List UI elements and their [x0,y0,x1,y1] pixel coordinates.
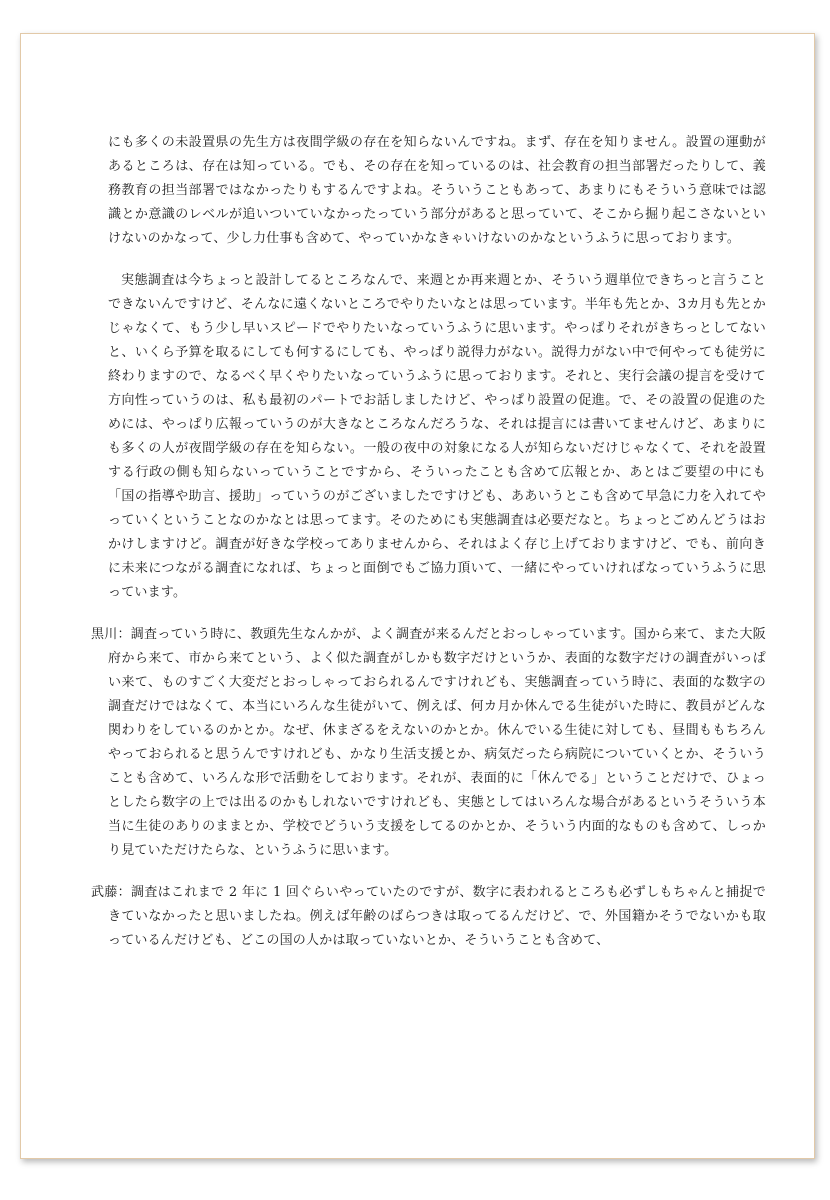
speaker-label: 武藤： [91,885,132,900]
paragraph-survey-plan: 実態調査は今ちょっと設計してるところなんで、来週とか再来週とか、そういう週単位できちっと言うことできないんですけど、そんなに遠くないところでやりたいなとは思っています。半年も先とか、3カ月も先とかじゃなくて、もう少し早いスピードでやりたいなっていうふうに思います。やっぱりそれがきちっとしてないと、いくら予算を取るにしても何するにしても、やっぱり説得力がない。説得力がない中で何やっても徒労に終わりますので、なるべく早くやりたいなっていうふうに思っております。それと、実行会議の提言を受けて方向性っていうのは、私も最初のパートでお話しましたけど、やっぱり設置の促進。で、その設置の促進のためには、やっぱり広報っていうのが大きなところなんだろうな、それは提言には書いてませんけど、あまりにも多くの人が夜間学級の存在を知らない。一般の夜中の対象になる人が知らないだけじゃなくて、それを設置する行政の側も知らないっていうことですから、そういったことも含めて広報とか、あとはご要望の中にも「国の指導や助言、援助」っていうのがございましたですけども、ああいうとこも含めて早急に力を入れてやっていくということなのかなとは思ってます。そのためにも実態調査は必要だなと。ちょっとごめんどうはおかけしますけど。調査が好きな学校ってありませんから、それはよく存じ上げておりますけど、でも、前向きに未来につながる調査になれば、ちょっと面倒でもご協力頂いて、一緒にやっていければなっていうふうに思っています。 [108,273,766,600]
speech-muto [91,881,766,953]
paragraph-continuation: にも多くの未設置県の先生方は夜間学級の存在を知らないんですね。まず、存在を知りません。設置の運動があるところは、存在は知っている。でも、その存在を知っているのは、社会教育の担当部署だったりして、義務教育の担当部署ではなかったりもするんですよね。そういうこともあって、あまりにもそういう意味では認識とか意識のレベルが追いついていなかったっていう部分があると思っていて、そこから掘り起こさないといけないのかなって、少し力仕事も含めて、やっていかなきゃいけないのかなというふうに思っております。 [108,135,766,246]
page-body [91,131,766,953]
speech-text: 調査はこれまで 2 年に 1 回ぐらいやっていたのですが、数字に表われるところも必ずしもちゃんと捕捉できていなかったと思いましたね。例えば年齢のばらつきは取ってるんだけど、で、外国籍かそうでないかも取っているんだけども、どこの国の人かは取っていないとか、そういうことも含めて、 [108,885,766,948]
document-page [20,33,815,1159]
speech-kurokawa [91,623,766,863]
speech-text: 調査っていう時に、教頭先生なんかが、よく調査が来るんだとおっしゃっています。国から来て、また大阪府から来て、市から来てという、よく似た調査がしかも数字だけというか、表面的な数字だけの調査がいっぱい来て、ものすごく大変だとおっしゃっておられるんですけれども、実態調査っていう時に、表面的な数字の調査だけではなくて、本当にいろんな生徒がいて、例えば、何カ月か休んでる生徒がいた時に、教員がどんな関わりをしているのかとか。なぜ、休まざるをえないのかとか。休んでいる生徒に対しても、昼間ももちろんやっておられると思うんですけれども、かなり生活支援とか、病気だったら病院についていくとか、そういうことも含めて、いろんな形で活動をしております。それが、表面的に「休んでる」ということだけで、ひょっとしたら数字の上では出るのかもしれないですけれども、実態としてはいろんな場合があるというそういう本当に生徒のありのままとか、学校でどういう支援をしてるのかとか、そういう内面的なものも含めて、しっかり見ていただけたらな、というふうに思います。 [108,627,766,858]
speaker-label: 黒川： [91,627,131,642]
